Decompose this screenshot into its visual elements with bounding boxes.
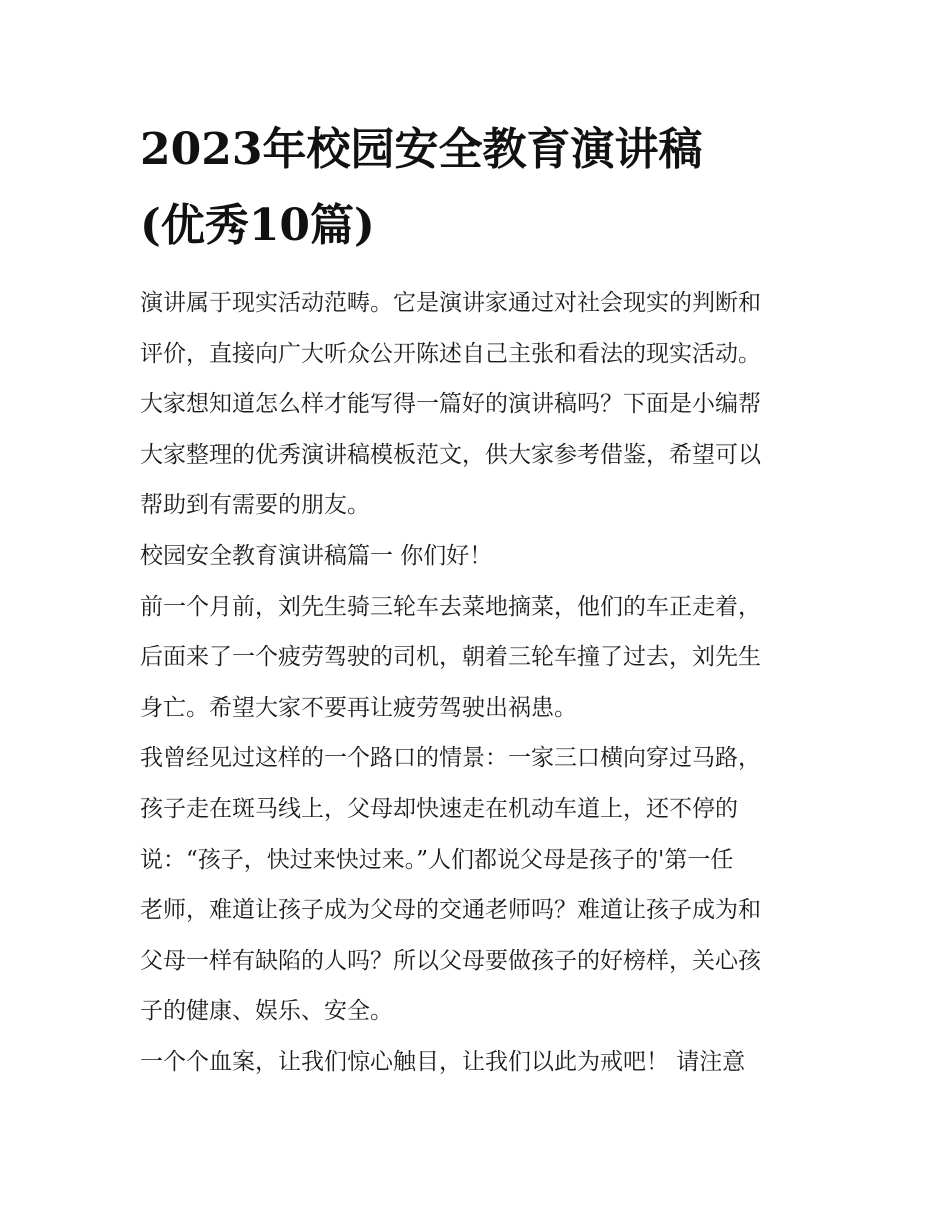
- paragraph-line: 身亡。希望大家不要再让疲劳驾驶出祸患。: [140, 694, 577, 721]
- paragraph-line: 说：“孩子，快过来快过来。”人们都说父母是孩子的'第一任: [140, 846, 734, 873]
- title-line-1: 2023年校园安全教育演讲稿: [140, 124, 703, 175]
- paragraph-line: 大家整理的优秀演讲稿模板范文，供大家参考借鉴，希望可以: [140, 441, 761, 468]
- document-title: [140, 112, 820, 264]
- paragraph-line: 老师，难道让孩子成为父母的交通老师吗？难道让孩子成为和: [140, 897, 761, 924]
- paragraph-line: 我曾经见过这样的一个路口的情景：一家三口横向穿过马路，: [140, 745, 761, 772]
- paragraph-line: 大家想知道怎么样才能写得一篇好的演讲稿吗？下面是小编帮: [140, 391, 761, 418]
- title-line-2: (优秀10篇): [140, 200, 375, 251]
- paragraph-line: 孩子走在斑马线上，父母却快速走在机动车道上，还不停的: [140, 795, 738, 822]
- paragraph-line: 一个个血案，让我们惊心触目，让我们以此为戒吧！ 请注意: [140, 1048, 746, 1075]
- paragraph-line: 父母一样有缺陷的人吗？所以父母要做孩子的好榜样，关心孩: [140, 947, 761, 974]
- paragraph-line: 前一个月前，刘先生骑三轮车去菜地摘菜，他们的车正走着，: [140, 593, 761, 620]
- document-body: [140, 278, 830, 1088]
- paragraph-line: 子的健康、娱乐、安全。: [140, 998, 393, 1025]
- section-heading-line: 校园安全教育演讲稿篇一 你们好！: [140, 542, 493, 569]
- paragraph-line: 演讲属于现实活动范畴。它是演讲家通过对社会现实的判断和: [140, 290, 761, 316]
- paragraph-line: 帮助到有需要的朋友。: [140, 492, 370, 519]
- paragraph-line: 评价，直接向广大听众公开陈述自己主张和看法的现实活动。: [140, 340, 761, 367]
- paragraph-line: 后面来了一个疲劳驾驶的司机，朝着三轮车撞了过去，刘先生: [140, 644, 761, 671]
